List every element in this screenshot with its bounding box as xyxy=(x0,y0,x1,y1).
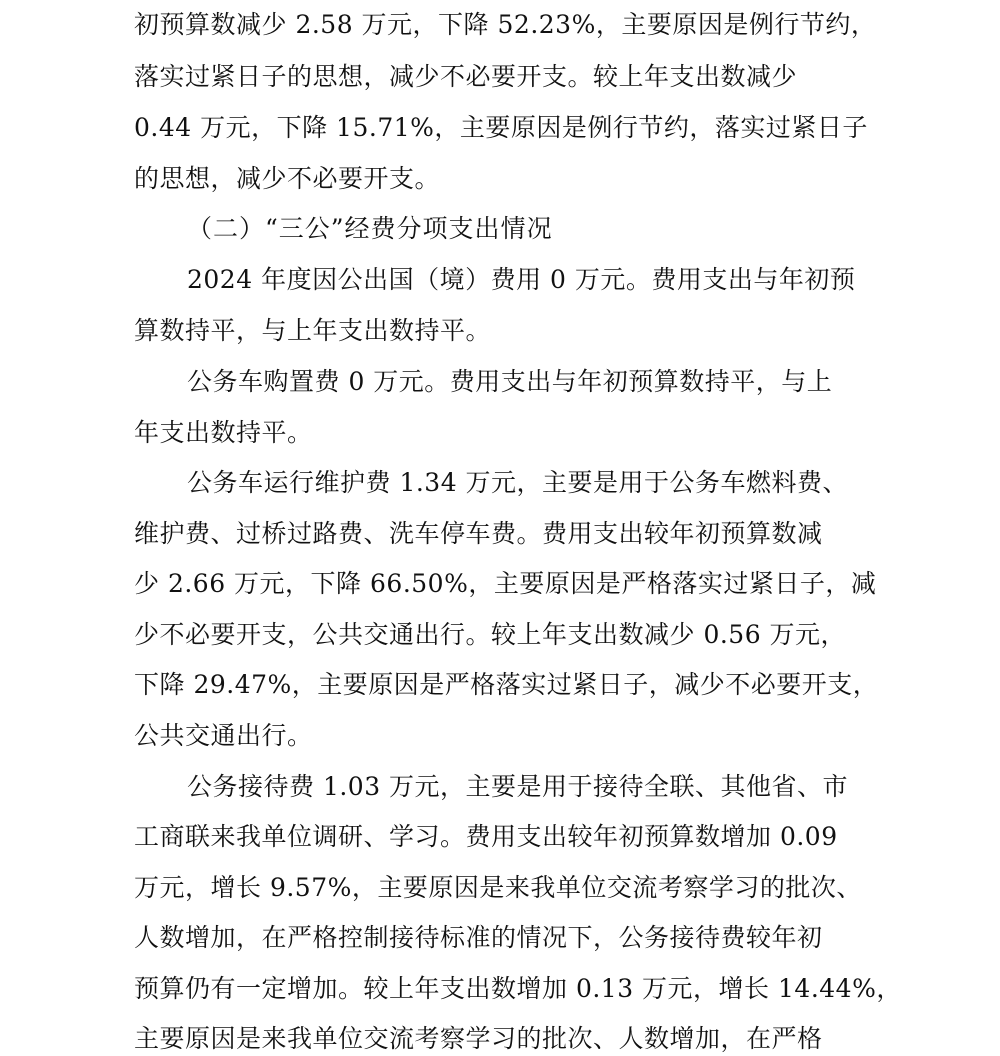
text-line: 2024 年度因公出国（境）费用 0 万元。费用支出与年初预 xyxy=(187,265,856,294)
text-line: 年支出数持平。 xyxy=(134,418,313,447)
text-line: 公务接待费 1.03 万元，主要是用于接待全联、其他省、市 xyxy=(187,772,849,801)
section-heading: （二）“三公”经费分项支出情况 xyxy=(187,214,553,243)
text-line: 公共交通出行。 xyxy=(134,721,313,750)
text-line: 下降 29.47%，主要原因是严格落实过紧日子，减少不必要开支， xyxy=(134,670,879,699)
text-line: 落实过紧日子的思想，减少不必要开支。较上年支出数减少 xyxy=(134,62,798,91)
text-line: 主要原因是来我单位交流考察学习的批次、人数增加，在严格 xyxy=(134,1024,823,1053)
text-line: 工商联来我单位调研、学习。费用支出较年初预算数增加 0.09 xyxy=(134,822,838,851)
text-line: 少不必要开支，公共交通出行。较上年支出数减少 0.56 万元， xyxy=(134,620,847,649)
text-line: 人数增加，在严格控制接待标准的情况下，公务接待费较年初 xyxy=(134,923,823,952)
text-line: 算数持平，与上年支出数持平。 xyxy=(134,316,492,345)
text-line: 0.44 万元，下降 15.71%，主要原因是例行节约，落实过紧日子 xyxy=(134,113,868,142)
text-line: 万元，增长 9.57%，主要原因是来我单位交流考察学习的批次、 xyxy=(134,873,862,902)
text-line: 的思想，减少不必要开支。 xyxy=(134,164,441,193)
text-line: 初预算数减少 2.58 万元，下降 52.23%，主要原因是例行节约， xyxy=(134,10,877,39)
text-line: 公务车购置费 0 万元。费用支出与年初预算数持平，与上 xyxy=(187,367,833,396)
text-line: 少 2.66 万元，下降 66.50%，主要原因是严格落实过紧日子，减 xyxy=(134,569,877,598)
text-line: 维护费、过桥过路费、洗车停车费。费用支出较年初预算数减 xyxy=(134,519,823,548)
text-line: 公务车运行维护费 1.34 万元，主要是用于公务车燃料费、 xyxy=(187,468,849,497)
text-line: 预算仍有一定增加。较上年支出数增加 0.13 万元，增长 14.44%， xyxy=(134,974,902,1003)
